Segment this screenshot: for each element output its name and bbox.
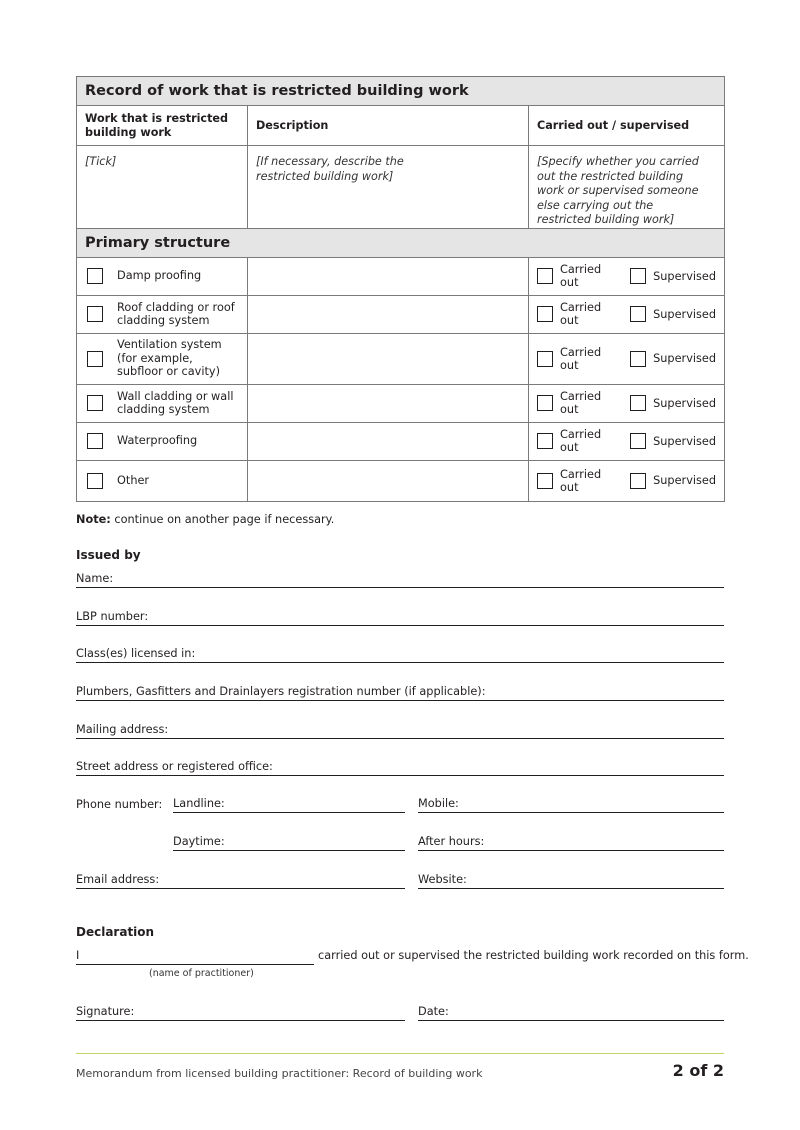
work-label: Roof cladding or roof cladding system [117, 300, 235, 327]
instruction-description: [If necessary, describe the restricted building work] [248, 146, 529, 229]
column-header-carried-out: Carried out / supervised [529, 106, 725, 146]
carried-out-checkbox[interactable] [537, 395, 553, 411]
daytime-field[interactable]: Daytime: [173, 836, 405, 851]
practitioner-name-caption: (name of practitioner) [149, 968, 254, 979]
table-row: Roof cladding or roof cladding system Carried out Supervised [77, 295, 725, 333]
issued-by-heading: Issued by [76, 547, 141, 562]
carried-out-checkbox[interactable] [537, 268, 553, 284]
carried-out-checkbox[interactable] [537, 351, 553, 367]
description-field[interactable] [248, 422, 529, 460]
footer-text: Memorandum from licensed building practitioner: Record of building work [76, 1067, 483, 1080]
supervised-checkbox[interactable] [630, 433, 646, 449]
column-header-work: Work that is restricted building work [77, 106, 248, 146]
description-field[interactable] [248, 384, 529, 422]
mobile-field[interactable]: Mobile: [418, 798, 724, 813]
supervised-checkbox[interactable] [630, 306, 646, 322]
mailing-address-field[interactable]: Mailing address: [76, 724, 724, 739]
record-of-work-form [76, 76, 724, 562]
description-field[interactable] [248, 333, 529, 384]
supervised-checkbox[interactable] [630, 351, 646, 367]
table-row: Waterproofing Carried out Supervised [77, 422, 725, 460]
instruction-carried-out: [Specify whether you carried out the restricted building work or supervised someone else carrying out the restricted building work] [529, 146, 725, 229]
work-label: Ventilation system (for example, subfloor or cavity) [117, 338, 222, 379]
supervised-checkbox[interactable] [630, 473, 646, 489]
supervised-checkbox[interactable] [630, 268, 646, 284]
table-title: Record of work that is restricted building work [77, 77, 725, 106]
work-label: Waterproofing [117, 434, 198, 448]
table-row: Wall cladding or wall cladding system Carried out Supervised [77, 384, 725, 422]
lbp-number-field[interactable]: LBP number: [76, 611, 724, 626]
declaration-text: carried out or supervised the restricted building work recorded on this form. [318, 949, 749, 962]
street-address-field[interactable]: Street address or registered office: [76, 761, 724, 776]
name-field[interactable]: Name: [76, 573, 724, 588]
restricted-work-table [76, 76, 725, 502]
declaration-heading: Declaration [76, 925, 155, 939]
description-field[interactable] [248, 257, 529, 295]
website-field[interactable]: Website: [418, 874, 724, 889]
footer-divider [76, 1053, 724, 1054]
work-label: Damp proofing [117, 269, 202, 283]
carried-out-checkbox[interactable] [537, 473, 553, 489]
after-hours-field[interactable]: After hours: [418, 836, 724, 851]
date-field[interactable]: Date: [418, 1006, 724, 1021]
registration-number-field[interactable]: Plumbers, Gasfitters and Drainlayers registration number (if applicable): [76, 686, 724, 701]
landline-field[interactable]: Landline: [173, 798, 405, 813]
section-title-primary-structure: Primary structure [77, 228, 725, 257]
supervised-checkbox[interactable] [630, 395, 646, 411]
description-field[interactable] [248, 460, 529, 501]
work-label: Other [117, 473, 150, 487]
column-header-description: Description [248, 106, 529, 146]
tick-checkbox[interactable] [87, 433, 103, 449]
tick-checkbox[interactable] [87, 306, 103, 322]
page-number: 2 of 2 [672, 1061, 724, 1080]
note: Note: continue on another page if necessary. [76, 512, 335, 526]
practitioner-name-field[interactable]: I [76, 950, 314, 965]
email-address-field[interactable]: Email address: [76, 874, 405, 889]
instruction-tick: [Tick] [77, 146, 248, 229]
tick-checkbox[interactable] [87, 268, 103, 284]
carried-out-checkbox[interactable] [537, 433, 553, 449]
description-field[interactable] [248, 295, 529, 333]
tick-checkbox[interactable] [87, 351, 103, 367]
table-row: Damp proofing Carried out Supervised [77, 257, 725, 295]
phone-number-label: Phone number: [76, 798, 163, 811]
signature-field[interactable]: Signature: [76, 1006, 405, 1021]
carried-out-checkbox[interactable] [537, 306, 553, 322]
tick-checkbox[interactable] [87, 473, 103, 489]
tick-checkbox[interactable] [87, 395, 103, 411]
table-row: Other Carried out Supervised [77, 460, 725, 501]
classes-licensed-field[interactable]: Class(es) licensed in: [76, 648, 724, 663]
table-row: Ventilation system (for example, subfloor or cavity) Carried out Supervised [77, 333, 725, 384]
work-label: Wall cladding or wall cladding system [117, 389, 234, 416]
